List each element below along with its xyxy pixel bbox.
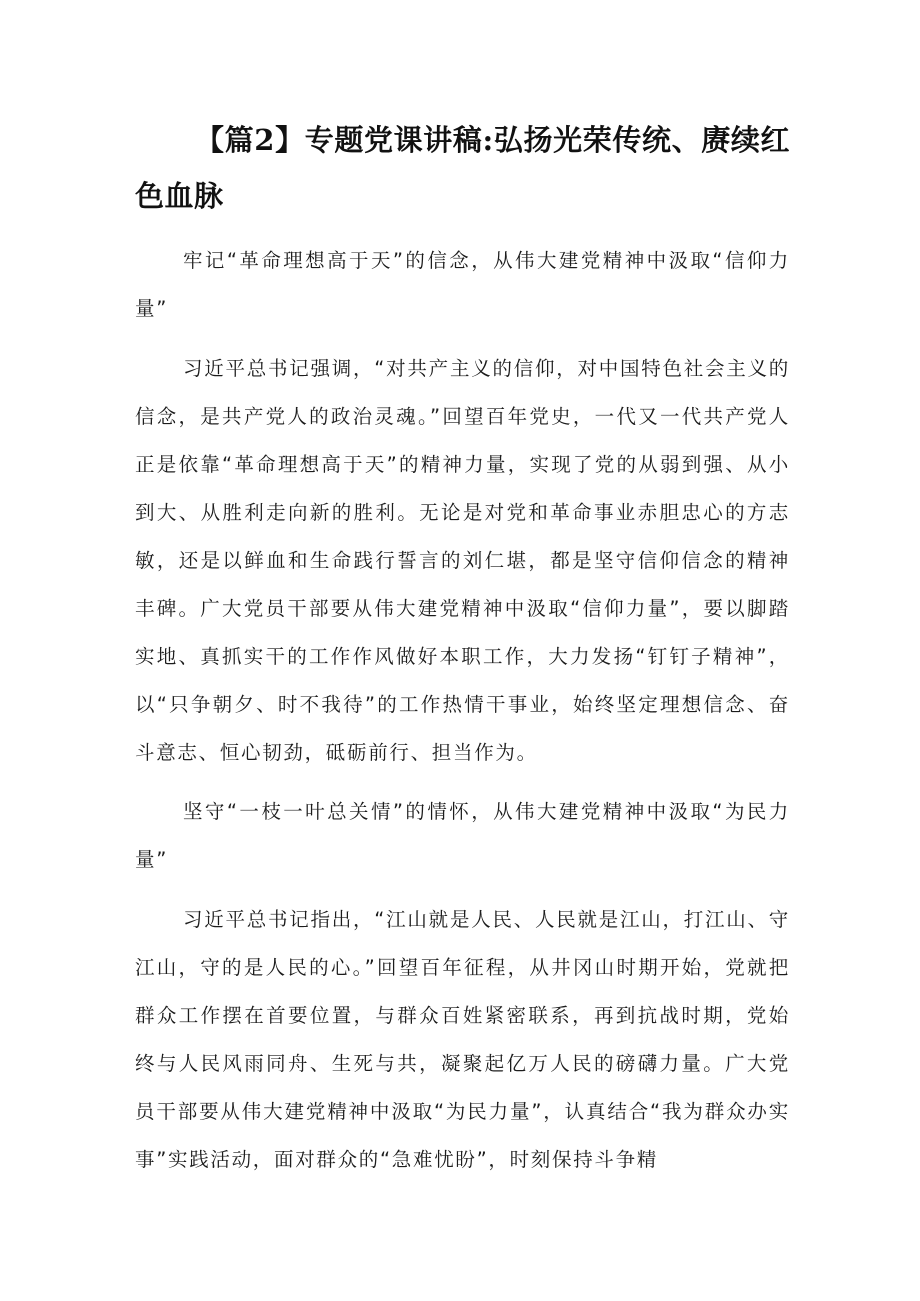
paragraph-people: 习近平总书记指出，“江山就是人民、人民就是江山，打江山、守江山，守的是人民的心。”回望百年征程，从井冈山时期开始，党就把群众工作摆在首要位置，与群众百姓紧密联系，再到抗战时期，党始终与人民风雨同舟、生死与共，凝聚起亿万人民的磅礴力量。广大党员干部要从伟大建党精神中汲取“为民力量”，认真结合“我为群众办实事”实践活动，面对群众的“急难忧盼”，时刻保持斗争精 xyxy=(135,908,790,1171)
paragraph-belief: 习近平总书记强调，“对共产主义的信仰，对中国特色社会主义的信念，是共产党人的政治灵魂。”回望百年党史，一代又一代共产党人正是依靠“革命理想高于天”的精神力量，实现了党的从弱到强、从小到大、从胜利走向新的胜利。无论是对党和革命事业赤胆忠心的方志敏，还是以鲜血和生命践行誓言的刘仁堪，都是坚守信仰信念的精神丰碑。广大党员干部要从伟大建党精神中汲取“信仰力量”，要以脚踏实地、真抓实干的工作作风做好本职工作，大力发扬“钉钉子精神”，以“只争朝夕、时不我待”的工作热情干事业，始终坚定理想信念、奋斗意志、恒心韧劲，砥砺前行、担当作为。 xyxy=(135,357,790,764)
section-heading-belief: 牢记“革命理想高于天”的信念，从伟大建党精神中汲取“信仰力量” xyxy=(135,249,790,320)
document-title: 【篇2】专题党课讲稿:弘扬光荣传统、赓续红色血脉 xyxy=(135,123,790,213)
section-heading-people: 坚守“一枝一叶总关情”的情怀，从伟大建党精神中汲取“为民力量” xyxy=(135,800,790,871)
